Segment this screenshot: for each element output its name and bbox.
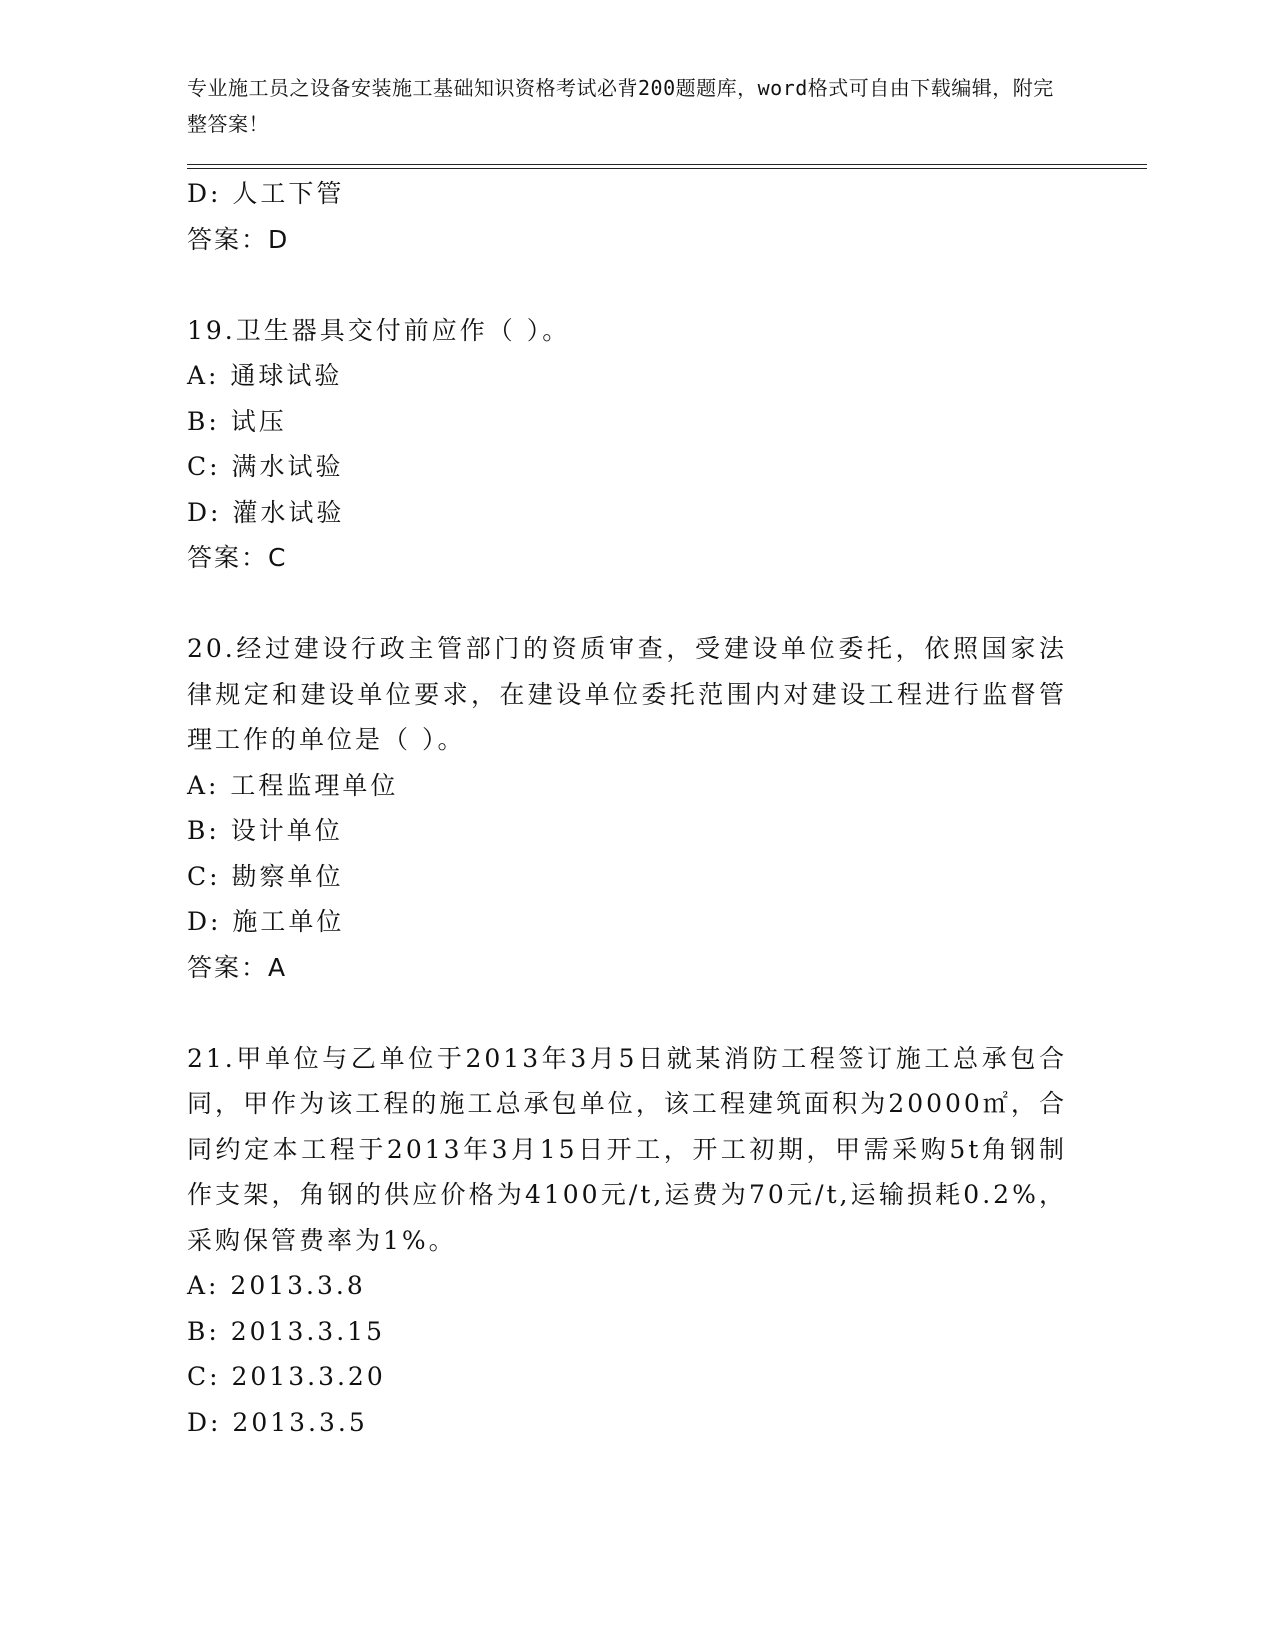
document-page [187,70,1147,1445]
option-c: C: 勘察单位 [187,861,344,891]
question-stem-21: 21.甲单位与乙单位于2013年3月5日就某消防工程签订施工总承包合同，甲作为该工程的施工总承包单位，该工程建筑面积为20000㎡，合同约定本工程于2013年3月15日开工，开工初期，甲需采购5t角钢制作支架，角钢的供应价格为4100元/t,运费为70元/t,运输损耗0.2%，采购保管费率为1%。 [187,1043,1067,1255]
option-d: D: 人工下管 [187,179,345,208]
option-b: B: 试压 [187,406,287,436]
option-d: D: 灌水试验 [187,497,345,527]
answer-line: 答案：A [187,952,288,982]
header-double-rule [187,164,1147,165]
document-body [187,171,1147,1445]
question-stem-19: 19.卫生器具交付前应作（ ）。 [187,315,571,345]
question-stem-20: 20.经过建设行政主管部门的资质审查，受建设单位委托，依照国家法律规定和建设单位要求，在建设单位委托范围内对建设工程进行监督管理工作的单位是（ ）。 [187,634,1067,754]
option-d: D: 2013.3.5 [187,1407,368,1437]
option-b: B: 设计单位 [187,816,343,845]
option-c: C: 满水试验 [187,452,344,481]
option-d: D: 施工单位 [187,907,345,936]
answer-line: 答案：C [187,543,288,572]
spacer [187,581,1147,627]
spacer [187,990,1147,1036]
answer-line: 答案：D [187,224,290,254]
document-header-title: 专业施工员之设备安装施工基础知识资格考试必背200题题库，word格式可自由下载编辑，附完整答案！ [187,76,1054,136]
option-c: C: 2013.3.20 [187,1362,386,1391]
option-a: A: 2013.3.8 [187,1271,366,1300]
option-a: A: 工程监理单位 [187,770,399,800]
option-b: B: 2013.3.15 [187,1316,385,1346]
option-a: A: 通球试验 [187,361,343,390]
spacer [187,262,1147,308]
